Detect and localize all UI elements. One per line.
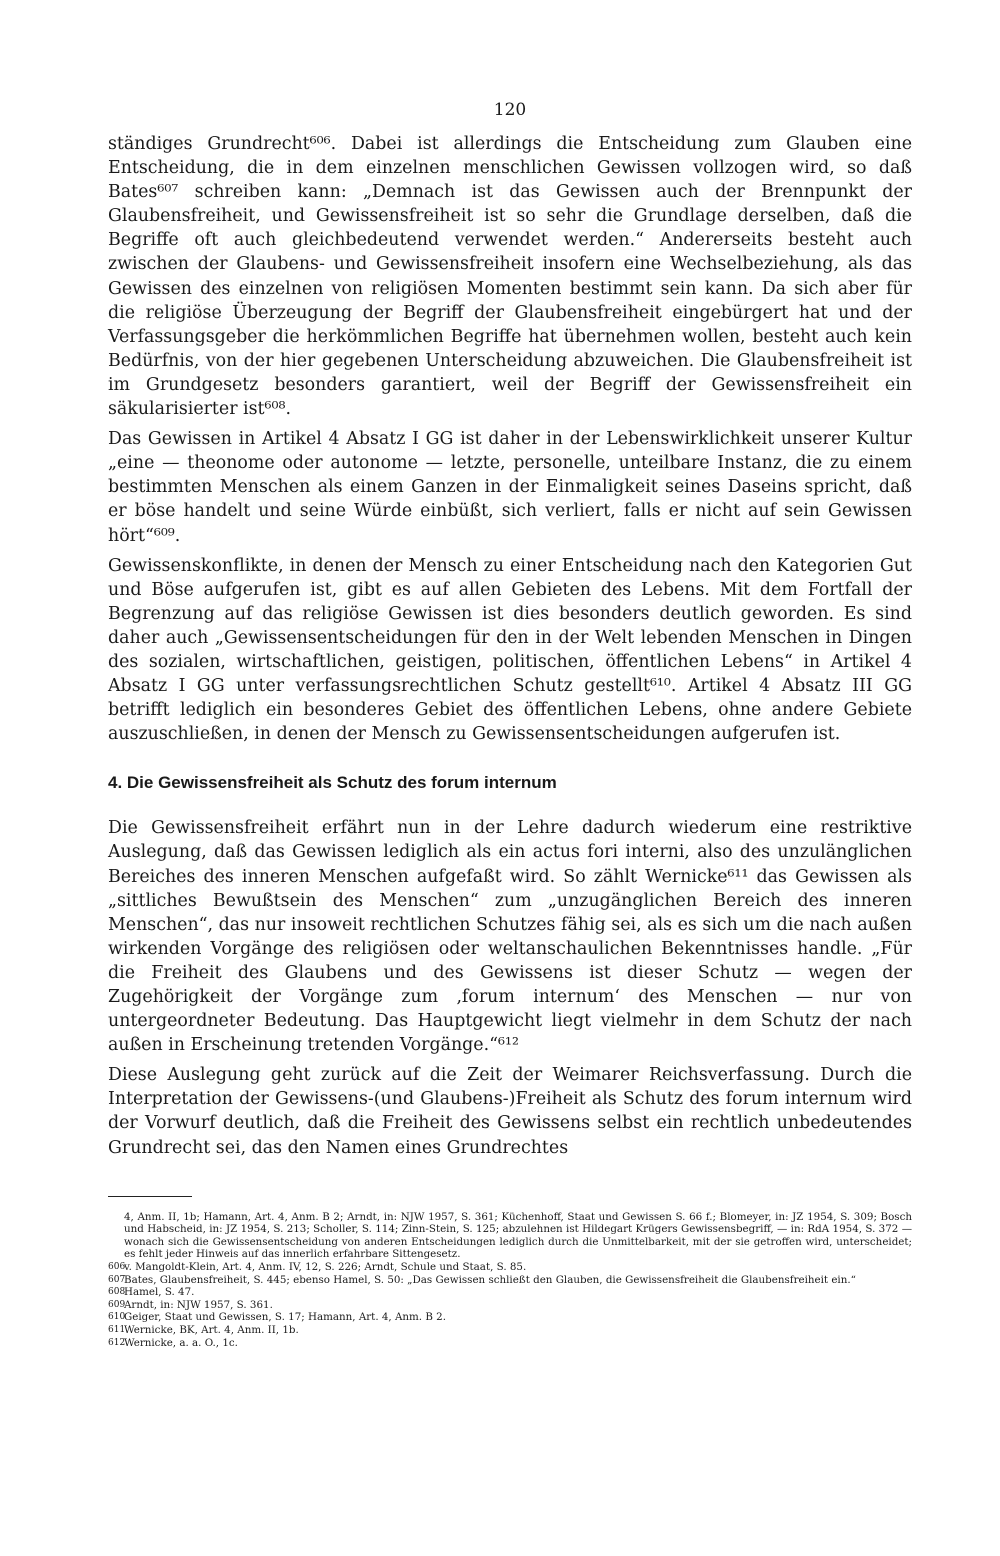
paragraph-5: Diese Auslegung geht zurück auf die Zeit der Weimarer Reichsverfassung. Durch die Interpretation der Gewissens-(und Glaubens-)Freiheit als Schutz des forum internum wird der Vorwurf deutlich, daß die Freiheit des Gewissens selbst ein rechtlich unbedeutendes Grundrecht sei, das den Namen eines Grundrechtes xyxy=(108,1065,912,1158)
footnote-text: v. Mangoldt-Klein, Art. 4, Anm. IV, 12, S. 226; Arndt, Schule und Staat, S. 85. xyxy=(124,1261,527,1274)
footnote-text: Wernicke, a. a. O., 1c. xyxy=(124,1336,238,1349)
paragraph-1: ständiges Grundrecht⁶⁰⁶. Dabei ist allerdings die Entscheidung zum Glauben eine Entscheidung, die in dem einzelnen menschlichen Gewissen vollzogen wird, so daß Bates⁶⁰⁷ schreiben kann: „Demnach ist das Gewissen auch der Brennpunkt der Glaubensfreiheit, und Gewissensfreiheit ist so sehr die Grundlage derselben, daß die Begriffe oft auch gleichbedeutend verwendet werden.“ Andererseits besteht auch zwischen der Glaubens- und Gewissensfreiheit insofern eine Wechselbeziehung, als das Gewissen des einzelnen von religiösen Momenten bestimmt sein kann. Da sich aber für die religiöse Überzeugung der Begriff der Glaubensfreiheit eingebürgert hat und der Verfassungsgeber die herkömmlichen Begriffe hat übernehmen wollen, besteht auch kein Bedürfnis, von der hier gegebenen Unterscheidung abzuweichen. Die Glaubensfreiheit ist im Grundgesetz besonders garantiert, weil der Begriff der Gewissensfreiheit ein säkularisierter ist⁶⁰⁸. xyxy=(108,134,912,420)
footnote-text: Bates, Glaubensfreiheit, S. 445; ebenso Hamel, S. 50: „Das Gewissen schließt den Glauben, die Gewissensfreiheit die Glaubensfreiheit ein.“ xyxy=(124,1273,856,1286)
footnote-mark: 608 xyxy=(108,1287,126,1298)
footnote-text: Hamel, S. 47. xyxy=(124,1286,195,1299)
footnote-text: Geiger, Staat und Gewissen, S. 17; Hamann, Art. 4, Anm. B 2. xyxy=(124,1311,446,1324)
paragraph-4: Die Gewissensfreiheit erfährt nun in der Lehre dadurch wiederum eine restriktive Auslegung, daß das Gewissen lediglich als ein actus fori interni, also des unzulänglichen Bereiches des inneren Menschen aufgefaßt wird. So zählt Wernicke⁶¹¹ das Gewissen als „sittliches Bewußtsein des Menschen“ zum „unzugänglichen Bereich des inneren Menschen“, das nur insoweit rechtlichen Schutzes fähig sei, als es sich um die nach außen wirkenden Vorgänge des religiösen oder weltanschaulichen Bekenntnisses handle. „Für die Freiheit des Glaubens und des Gewissens ist dieser Schutz — wegen der Zugehörigkeit der Vorgänge zum ‚forum internum‘ des Menschen — nur von untergeordneter Bedeutung. Das Hauptgewicht liegt vielmehr in dem Schutz der nach außen in Erscheinung tretenden Vorgänge.“⁶¹² xyxy=(108,818,912,1056)
footnote xyxy=(108,1337,912,1350)
page-number: 120 xyxy=(493,100,527,120)
paragraph-3: Gewissenskonflikte, in denen der Mensch zu einer Entscheidung nach den Kategorien Gut und Böse aufgerufen ist, gibt es auf allen Gebieten des Lebens. Mit dem Fortfall der Begrenzung auf das religiöse Gewissen ist dies besonders deutlich geworden. Es sind daher auch „Gewissensentscheidungen für den in der Welt lebenden Menschen in Dingen des sozialen, wirtschaftlichen, geistigen, politischen, öffentlichen Lebens“ in Artikel 4 Absatz I GG unter verfassungsrechtlichen Schutz gestellt⁶¹⁰. Artikel 4 Absatz III GG betrifft lediglich ein besonderes Gebiet des öffentlichen Lebens, ohne andere Gebiete auszuschließen, in denen der Mensch zu Gewissensentscheidungen aufgerufen ist. xyxy=(108,555,912,745)
footnote-continuation: 4, Anm. II, 1b; Hamann, Art. 4, Anm. B 2; Arndt, in: NJW 1957, S. 361; Küchenhoff, Staat und Gewissen S. 66 f.; Blomeyer, in: JZ 1954, S. 309; Bosch und Habscheid, in: JZ 1954, S. 213; Scholler, S. 114; Zinn-Stein, S. 125; abzulehnen ist Hildegart Krügers Gewissensbegriff, — in: RdA 1954, S. 372 — wonach sich die Gewissensentscheidung von anderen Entscheidungen lediglich durch die Unmittelbarkeit, mit der sie getroffen wird, unterscheidet; es fehlt jeder Hinweis auf das innerlich erfahrbare Sittengesetz. xyxy=(124,1210,912,1261)
footnote-mark: 610 xyxy=(108,1312,126,1323)
footnote-mark: 612 xyxy=(108,1337,126,1348)
footnote xyxy=(108,1286,912,1299)
footnote-mark: 609 xyxy=(108,1299,126,1310)
footnote-mark: 611 xyxy=(108,1325,126,1335)
footnote-divider xyxy=(108,1196,192,1197)
footnote xyxy=(108,1324,912,1337)
footnote-mark: 606 xyxy=(108,1262,126,1273)
footnote xyxy=(108,1299,912,1312)
footnote xyxy=(108,1261,912,1274)
footnote-mark: 607 xyxy=(108,1274,126,1285)
footnote xyxy=(108,1311,912,1324)
footnote-text: Wernicke, BK, Art. 4, Anm. II, 1b. xyxy=(124,1324,299,1336)
footnotes xyxy=(108,1211,912,1350)
footnote-text: Arndt, in: NJW 1957, S. 361. xyxy=(124,1298,273,1311)
page xyxy=(108,100,912,1349)
footnote xyxy=(108,1274,912,1287)
section-heading: 4. Die Gewissensfreiheit als Schutz des forum internum xyxy=(108,773,557,793)
paragraph-2: Das Gewissen in Artikel 4 Absatz I GG ist daher in der Lebenswirklichkeit unserer Kultur „eine — theonome oder autonome — letzte, personelle, unteilbare Instanz, die zu einem bestimmten Menschen als einem Ganzen in der Einmaligkeit seines Daseins spricht, daß er böse handelt und seine Würde einbüßt, sich verliert, falls er nicht auf sein Gewissen hört“⁶⁰⁹. xyxy=(108,429,912,546)
